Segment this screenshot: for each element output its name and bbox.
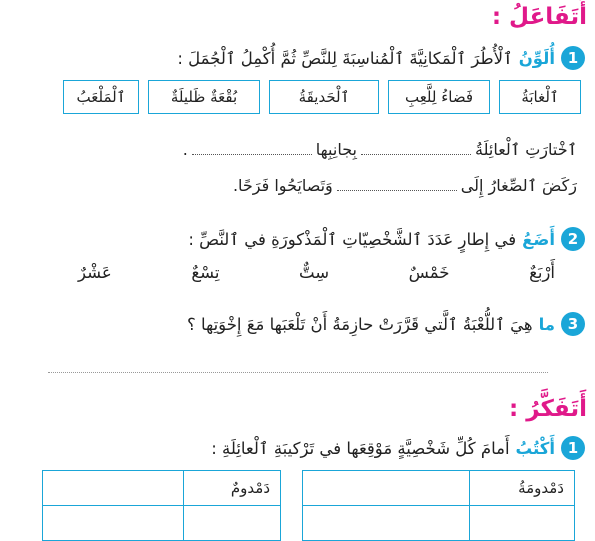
number-option-ten[interactable]: عَشْرٌ — [78, 263, 112, 282]
section-divider — [48, 372, 548, 373]
question-reflect-1 — [211, 436, 585, 460]
table-row — [43, 471, 281, 506]
word-box-garden[interactable]: ٱلْحَديقَةُ — [269, 80, 379, 114]
number-option-nine[interactable]: تِسْعٌ — [191, 263, 220, 282]
table-cell-answer[interactable] — [43, 471, 184, 506]
family-table-left — [42, 470, 281, 541]
word-box-shady-spot[interactable]: بُقْعَةٌ ظَليلَةٌ — [148, 80, 260, 114]
question-3 — [187, 312, 585, 336]
sentence-1-end: . — [182, 140, 188, 159]
word-box-playground[interactable]: ٱلْمَلْعَبُ — [63, 80, 139, 114]
place-words-row — [63, 80, 581, 114]
question-text: ٱلْأُطُرَ ٱلْمَكانِيَّةَ ٱلْمُناسِبَةَ لِلنَّصِّ ثُمَّ أُكْمِلُ ٱلْجُمَلَ : — [177, 48, 513, 68]
question-number-badge: 3 — [561, 312, 585, 336]
number-option-six[interactable]: سِتٌّ — [299, 263, 330, 282]
sentence-1-start: ٱخْتارَتِ ٱلْعائِلَةُ — [474, 140, 577, 159]
number-option-four[interactable]: أَرْبَعٌ — [529, 263, 555, 282]
question-1 — [177, 46, 585, 70]
number-options-row — [78, 263, 555, 282]
section-heading-interact: أَتَفَاعَلُ : — [491, 4, 587, 30]
blank-2[interactable] — [192, 153, 312, 155]
table-cell-answer[interactable] — [303, 506, 470, 541]
table-cell-character: دَمْدومٌ — [184, 471, 281, 506]
word-box-play-space[interactable]: فَضاءُ لِلَّعِبِ — [388, 80, 490, 114]
word-box-forest[interactable]: ٱلْغابَةُ — [499, 80, 581, 114]
blank-3[interactable] — [337, 189, 457, 191]
table-cell-answer[interactable] — [43, 506, 184, 541]
question-verb: أُلَوِّنُ — [518, 48, 555, 68]
question-text: هِيَ ٱللُّعْبَةُ ٱلَّتي قَرَّرَتْ حازِمَةُ أَنْ تَلْعَبَها مَعَ إِخْوَتِها ؟ — [186, 314, 533, 334]
table-cell-character: دَمْدومَةُ — [470, 471, 575, 506]
fill-sentence-1 — [183, 140, 577, 159]
question-text: أَمامَ كُلِّ شَخْصِيَّةٍ مَوْقِعَها في تَرْكيبَةِ ٱلْعائِلَةِ : — [211, 438, 510, 458]
table-cell-character — [184, 506, 281, 541]
question-2 — [188, 227, 585, 251]
question-number-badge: 2 — [561, 227, 585, 251]
question-number-badge: 1 — [561, 436, 585, 460]
number-option-five[interactable]: خَمْسٌ — [408, 263, 450, 282]
table-cell-answer[interactable] — [303, 471, 470, 506]
question-verb: أَضَعُ — [522, 229, 555, 249]
table-row — [43, 506, 281, 541]
table-row — [303, 471, 575, 506]
sentence-1-mid: بِجانِبِها — [315, 140, 357, 159]
table-row — [303, 506, 575, 541]
sentence-2-end: وَتَصايَحُوا فَرَحًا. — [232, 176, 333, 195]
fill-sentence-2 — [233, 176, 577, 195]
question-number-badge: 1 — [561, 46, 585, 70]
sentence-2-start: رَكَضَ ٱلصِّغارُ إِلَى — [460, 176, 577, 195]
table-cell-character — [470, 506, 575, 541]
question-verb: أَكْتُبُ — [515, 438, 555, 458]
section-heading-reflect: أَتَفَكَّرُ : — [509, 396, 587, 422]
question-verb: ما — [538, 314, 555, 334]
question-text: في إِطارٍ عَدَدَ ٱلشَّخْصِيّاتِ ٱلْمَذْكورَةِ في ٱلنَّصِّ : — [188, 229, 517, 249]
family-table-right — [302, 470, 575, 541]
blank-1[interactable] — [361, 153, 471, 155]
